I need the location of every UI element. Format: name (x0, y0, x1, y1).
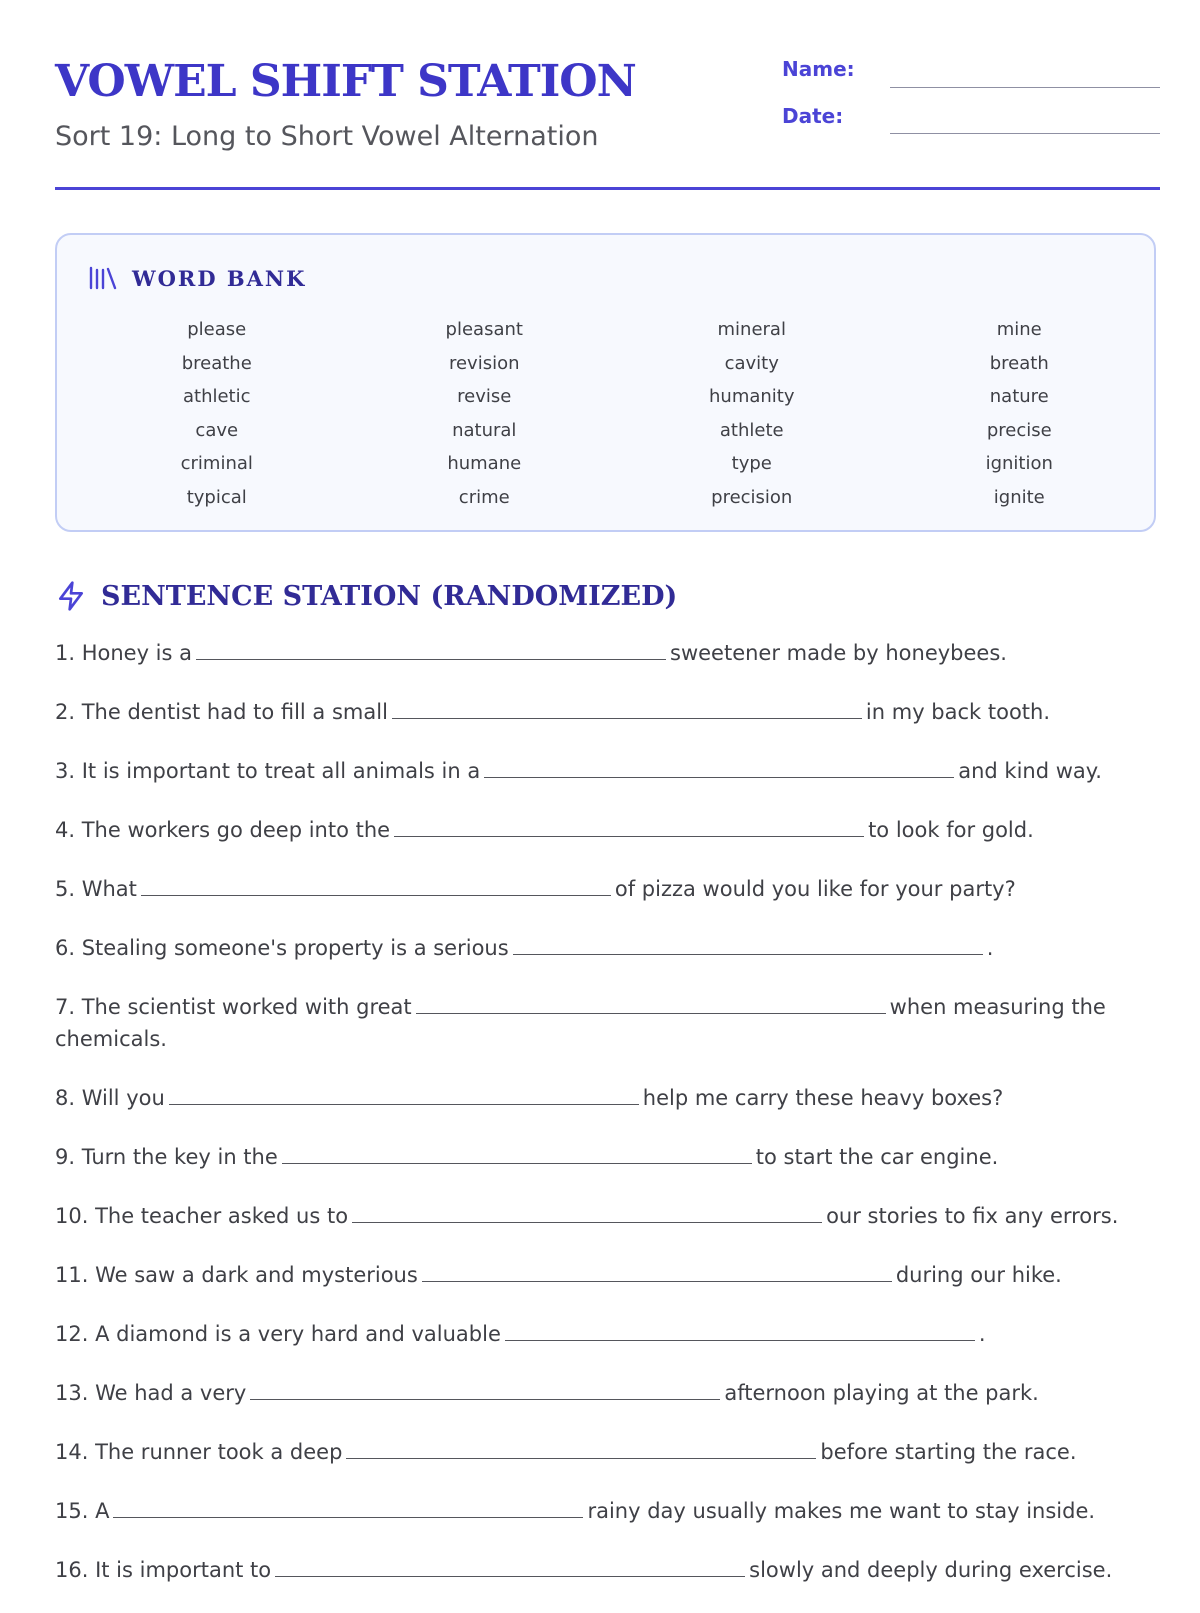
sentence-text-after: during our hike. (895, 1263, 1062, 1287)
word-bank-item: criminal (180, 453, 253, 475)
sentence-station-header (55, 580, 677, 612)
sentence-text-after: rainy day usually makes me want to stay inside. (587, 1499, 1096, 1523)
answer-blank[interactable] (346, 1440, 816, 1459)
sentence-text-after: and kind way. (958, 759, 1102, 783)
answer-blank[interactable] (392, 700, 862, 719)
sentence-item (55, 1318, 1160, 1350)
word-bank-item: pleasant (445, 319, 523, 340)
worksheet-header (55, 0, 1160, 190)
answer-blank[interactable] (416, 995, 886, 1014)
sentence-item (55, 1082, 1160, 1114)
word-bank-item: please (187, 319, 247, 340)
sentence-item (55, 696, 1160, 728)
word-bank-item: revision (448, 352, 520, 374)
answer-blank[interactable] (282, 1145, 752, 1164)
answer-blank[interactable] (250, 1381, 720, 1400)
word-bank-box (55, 233, 1156, 532)
sentence-text-before: 12. A diamond is a very hard and valuable (55, 1322, 501, 1346)
word-bank-item: ignition (985, 453, 1053, 475)
word-bank-header (88, 265, 306, 291)
sentence-text-after: our stories to fix any errors. (826, 1204, 1119, 1228)
answer-blank[interactable] (422, 1263, 892, 1282)
sentence-item (55, 1259, 1160, 1291)
answer-blank[interactable] (394, 818, 864, 837)
sentence-item (55, 1377, 1160, 1409)
answer-blank[interactable] (484, 759, 954, 778)
sentence-text-after: sweetener made by honeybees. (670, 641, 1007, 665)
answer-blank[interactable] (169, 1086, 639, 1105)
sentence-text-after: in my back tooth. (865, 700, 1051, 724)
books-icon (88, 265, 118, 291)
sentence-text-after: before starting the race. (820, 1440, 1077, 1464)
date-field-line[interactable] (890, 133, 1160, 134)
name-label: Name: (782, 57, 855, 81)
word-bank-item: humanity (709, 386, 795, 408)
sentence-text-before: 16. It is important to (55, 1558, 272, 1582)
sentence-text-before: 10. The teacher asked us to (55, 1204, 349, 1228)
sentence-list (55, 637, 1160, 1613)
sentence-text-after: . (978, 1322, 986, 1346)
sentence-item (55, 1495, 1160, 1527)
answer-blank[interactable] (113, 1499, 583, 1518)
sentence-text-before: 2. The dentist had to fill a small (55, 700, 388, 724)
word-bank-item: athlete (719, 419, 784, 441)
sentence-text-before: 7. The scientist worked with great (55, 995, 412, 1019)
word-bank-item: revise (457, 386, 512, 408)
word-bank-item: type (731, 453, 772, 475)
answer-blank[interactable] (196, 641, 666, 660)
sentence-text-after: afternoon playing at the park. (724, 1381, 1039, 1405)
sentence-text-before: 9. Turn the key in the (55, 1145, 278, 1169)
word-bank-item: ignite (993, 486, 1045, 508)
sentence-text-before: 15. A (55, 1499, 110, 1523)
word-bank-item: breath (989, 352, 1049, 374)
page-subtitle: Sort 19: Long to Short Vowel Alternation (55, 121, 599, 152)
answer-blank[interactable] (141, 877, 611, 896)
word-bank-item: cave (195, 419, 239, 441)
sentence-item (55, 814, 1160, 846)
sentence-text-before: 13. We had a very (55, 1381, 247, 1405)
word-bank-title: WORD BANK (132, 265, 307, 291)
sentence-text-after: when measuring the chemicals. (55, 995, 1106, 1051)
sentence-text-before: 4. The workers go deep into the (55, 818, 391, 842)
sentence-item (55, 932, 1160, 964)
sentence-text-before: 5. What (55, 877, 137, 901)
word-bank-item: crime (458, 486, 510, 508)
sentence-station-title: SENTENCE STATION (RANDOMIZED) (101, 580, 678, 612)
word-bank-item: mineral (717, 319, 786, 340)
sentence-text-before: 11. We saw a dark and mysterious (55, 1263, 418, 1287)
sentence-text-before: 1. Honey is a (55, 641, 193, 665)
word-bank-item: natural (452, 419, 517, 441)
sentence-text-after: . (986, 936, 994, 960)
sentence-item (55, 1200, 1160, 1232)
sentence-text-before: 8. Will you (55, 1086, 165, 1110)
answer-blank[interactable] (275, 1558, 745, 1577)
sentence-text-before: 6. Stealing someone's property is a serious (55, 936, 509, 960)
sentence-item (55, 1141, 1160, 1173)
sentence-item (55, 1554, 1160, 1586)
page-title: VOWEL SHIFT STATION (55, 56, 636, 107)
sentence-text-before: 3. It is important to treat all animals in a (55, 759, 481, 783)
answer-blank[interactable] (513, 936, 983, 955)
sentence-text-after: to start the car engine. (755, 1145, 999, 1169)
answer-blank[interactable] (505, 1322, 975, 1341)
sentence-text-after: slowly and deeply during exercise. (749, 1558, 1113, 1582)
sentence-item (55, 1436, 1160, 1468)
answer-blank[interactable] (352, 1204, 822, 1223)
word-bank-item: cavity (724, 352, 779, 374)
lightning-icon (55, 580, 87, 612)
sentence-item (55, 873, 1160, 905)
sentence-text-after: of pizza would you like for your party? (614, 877, 1016, 901)
sentence-item (55, 637, 1160, 669)
header-divider (55, 187, 1160, 190)
word-bank-item: athletic (182, 386, 251, 408)
word-bank-item: typical (186, 486, 247, 508)
sentence-item (55, 991, 1160, 1055)
word-bank-grid (83, 313, 1153, 515)
date-label: Date: (782, 104, 844, 128)
sentence-item (55, 755, 1160, 787)
word-bank-item: precision (711, 486, 793, 508)
sentence-text-before: 14. The runner took a deep (55, 1440, 343, 1464)
worksheet-page (55, 0, 1160, 1582)
word-bank-item: precise (986, 419, 1052, 441)
word-bank-item: nature (989, 386, 1049, 408)
sentence-text-after: help me carry these heavy boxes? (642, 1086, 1004, 1110)
name-field-line[interactable] (890, 87, 1160, 88)
word-bank-item: breathe (181, 352, 252, 374)
word-bank-item: humane (447, 453, 522, 475)
word-bank-item: mine (996, 319, 1042, 340)
sentence-text-after: to look for gold. (868, 818, 1034, 842)
